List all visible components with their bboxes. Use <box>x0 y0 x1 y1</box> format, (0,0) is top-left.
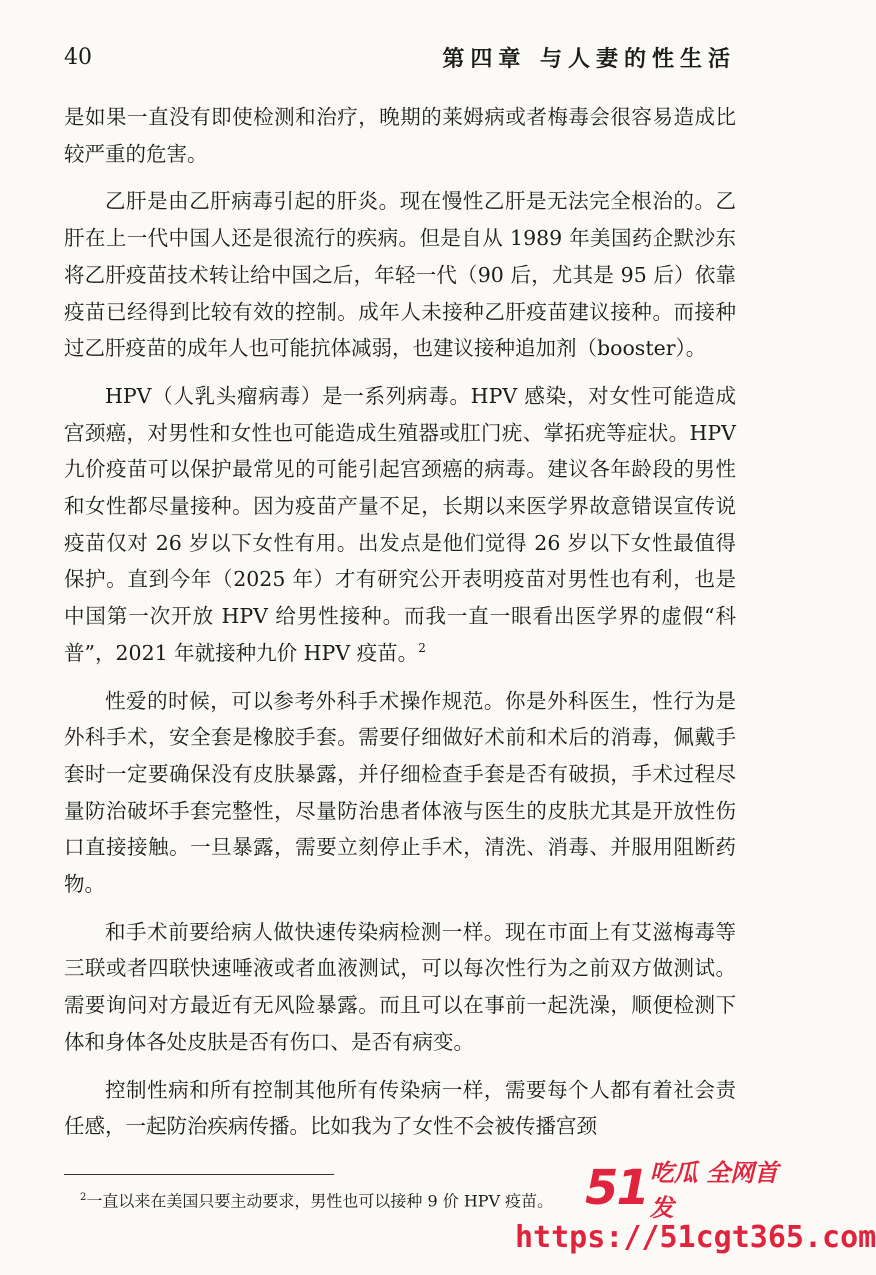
watermark-logo <box>585 1159 795 1222</box>
paragraph: 性爱的时候，可以参考外科手术操作规范。你是外科医生，性行为是外科手术，安全套是橡胶手套。需要仔细做好术前和术后的消毒，佩戴手套时一定要确保没有皮肤暴露，并仔细检查手套是否有破损，手术过程尽量防治破坏手套完整性，尽量防治患者体液与医生的皮肤尤其是开放性伤口直接接触。一旦暴露，需要立刻停止手术，清洗、消毒、并服用阻断药物。 <box>64 688 736 897</box>
footnote-reference[interactable]: 2 <box>418 641 426 656</box>
footnote-text: 一直以来在美国只要主动要求，男性也可以接种 9 价 HPV 疫苗。 <box>86 1191 554 1211</box>
watermark-url[interactable]: https://51cgt365.com <box>515 1220 876 1255</box>
paragraph: 是如果一直没有即使检测和治疗，晚期的莱姆病或者梅毒会很容易造成比较严重的危害。 <box>64 105 736 166</box>
body-text <box>64 99 736 1156</box>
running-title: 第四章 与人妻的性生活 <box>442 45 736 72</box>
watermark-logo-number: 51 <box>585 1160 648 1216</box>
page-header <box>64 40 736 74</box>
paragraph: 乙肝是由乙肝病毒引起的肝炎。现在慢性乙肝是无法完全根治的。乙肝在上一代中国人还是很流行的疾病。但是自从 1989 年美国药企默沙东将乙肝疫苗技术转让给中国之后，年轻一代（90 后，尤其是 95 后）依靠疫苗已经得到比较有效的控制。成年人未接种乙肝疫苗建议接种。而接种过乙肝疫苗的成年人也可能抗体减弱，也建议接种追加剂（booster）。 <box>64 189 736 361</box>
paragraph: 控制性病和所有控制其他所有传染病一样，需要每个人都有着社会责任感，一起防治疾病传播。比如我为了女性不会被传播宫颈 <box>64 1077 736 1139</box>
page-number: 40 <box>64 44 92 70</box>
paragraph: 和手术前要给病人做快速传染病检测一样。现在市面上有艾滋梅毒等三联或者四联快速唾液或者血液测试，可以每次性行为之前双方做测试。需要询问对方最近有无风险暴露。而且可以在事前一起洗澡，顺便检测下体和身体各处皮肤是否有伤口、是否有病变。 <box>64 919 736 1054</box>
footnote-marker: 2 <box>80 1192 87 1203</box>
footnote-divider <box>64 1174 334 1175</box>
paragraph: HPV（人乳头瘤病毒）是一系列病毒。HPV 感染，对女性可能造成宫颈癌，对男性和女性也可能造成生殖器或肛门疣、掌拓疣等症状。HPV 九价疫苗可以保护最常见的可能引起宫颈癌的病毒。建议各年龄段的男性和女性都尽量接种。因为疫苗产量不足，长期以来医学界故意错误宣传说疫苗仅对 26 岁以下女性有用。出发点是他们觉得 26 岁以下女性最值得保护。直到今年（2025 年）才有研究公开表明疫苗对男性也有利，也是中国第一次开放 HPV 给男性接种。而我一直一眼看出医学界的虚假“科普”，2021 年就接种九价 HPV 疫苗。$^2$ <box>64 383 736 665</box>
watermark-logo-text: 吃瓜 全网首发 <box>649 1159 779 1222</box>
